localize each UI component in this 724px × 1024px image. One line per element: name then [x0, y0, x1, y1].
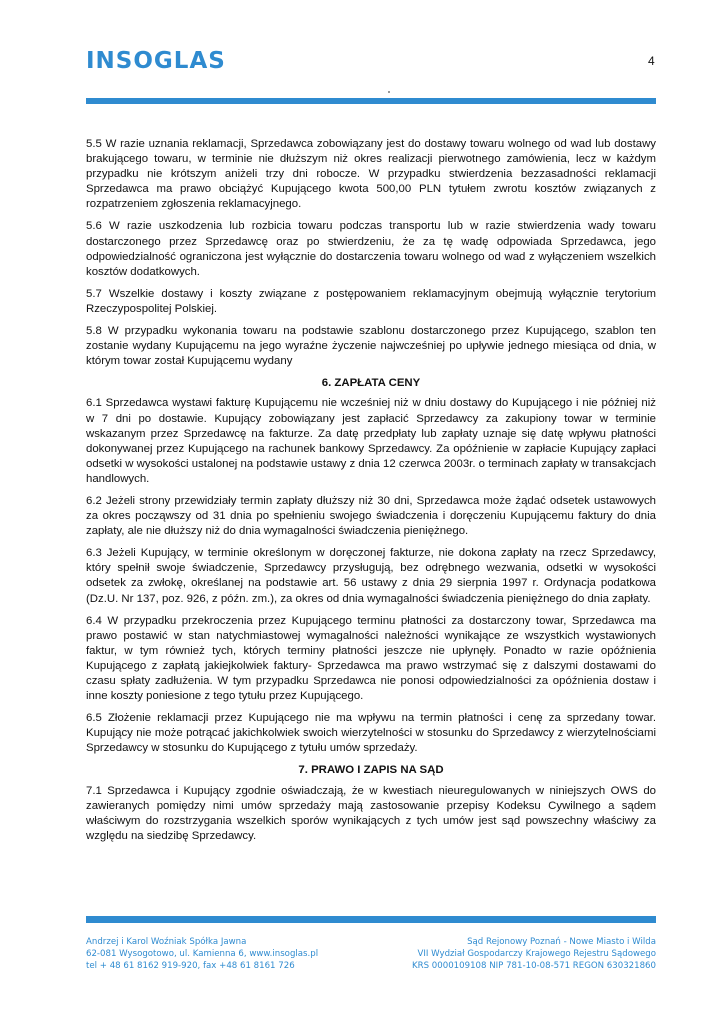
paragraph-6-5: 6.5 Złożenie reklamacji przez Kupującego nie ma wpływu na termin płatności i cenę za sprzedany towar. Kupujący nie może potrącać jakichkolwiek swoich wierzytelności w stosunku do Sprzedawcy z wierzytelnościami Sprzedawcy w stosunku do Kupującego z tytułu umów sprzedaży. [86, 712, 656, 755]
footer-company-info [86, 936, 318, 972]
header-divider [86, 98, 656, 104]
paragraph-7-1: 7.1 Sprzedawca i Kupujący zgodnie oświadczają, że w kwestiach nieuregulowanych w niniejszych OWS do zawieranych pomiędzy nimi umów sprzedaży mają zastosowanie przepisy Kodeksu Cywilnego a sądem właściwym do rozstrzygania wszelkich sporów wynikających z tych umów jest sąd powszechny właściwy za względu na siedzibę Sprzedawcy. [86, 784, 656, 842]
document-body [86, 137, 656, 851]
paragraph-5-5: 5.5 W razie uznania reklamacji, Sprzedawca zobowiązany jest do dostawy towaru wolnego od wad lub dostawy brakującego towaru, w terminie nie dłuższym niż okres realizacji pierwotnego zamówienia, lecz w każdym przypadku nie krótszym aniżeli trzy dni robocze. W przypadku stwierdzenia bezzasadności reklamacji Sprzedawca ma prawo obciążyć Kupującego kwota 500,00 PLN tytułem zwrotu kosztów związanych z rozpatrzeniem zgłoszenia reklamacyjnego. [86, 138, 656, 211]
paragraph-5-8: 5.8 W przypadku wykonania towaru na podstawie szablonu dostarczonego przez Kupującego, szablon ten zostanie wydany Kupującemu na jego wyraźne życzenie najwcześniej po upływie jednego miesiąca od dnia, w którym towar został Kupującemu wydany [86, 325, 656, 368]
footer-company-name: Andrzej i Karol Woźniak Spółka Jawna [86, 937, 247, 947]
footer-court: Sąd Rejonowy Poznań - Nowe Miasto i Wilda [467, 937, 656, 947]
paragraph-5-7: 5.7 Wszelkie dostawy i koszty związane z postępowaniem reklamacyjnym obejmują wyłącznie terytorium Rzeczypospolitej Polskiej. [86, 287, 656, 315]
paragraph-6-3: 6.3 Jeżeli Kupujący, w terminie określonym w doręczonej fakturze, nie dokona zapłaty na rzecz Sprzedawcy, który spełnił swoje świadczenie, Sprzedawcy przysługują, bez odrębnego wezwania, odsetki w wysokości odsetek za zwłokę, określanej na podstawie art. 56 ustawy z dnia 29 sierpnia 1997 r. Ordynacja podatkowa (Dz.U. Nr 137, poz. 926, z późn. zm.), za okres od dnia wymagalności świadczenia pieniężnego do dnia zapłaty. [86, 547, 656, 605]
section-7-heading: 7. PRAWO I ZAPIS NA SĄD [298, 764, 444, 777]
company-logo: INSOGLAS [86, 48, 226, 74]
footer-krs: KRS 0000109108 NIP 781-10-08-571 REGON 630321860 [412, 961, 656, 971]
paragraph-5-6: 5.6 W razie uszkodzenia lub rozbicia towaru podczas transportu lub w razie stwierdzenia wady towaru dostarczonego przez Sprzedawcę oraz po stwierdzeniu, że za tę wadę odpowiada Sprzedawca, jego odpowiedzialność ograniczona jest wyłącznie do dostarczenia towaru wolnego od wad z wyłączeniem wszelkich kosztów dodatkowych. [86, 220, 656, 278]
footer-address: 62-081 Wysogotowo, ul. Kamienna 6, www.insoglas.pl [86, 949, 319, 959]
footer-department: VII Wydział Gospodarczy Krajowego Rejestru Sądowego [417, 949, 656, 959]
footer-phone: tel + 48 61 8162 919-920, fax +48 61 8161 726 [86, 961, 295, 971]
footer-divider [86, 916, 656, 923]
header-mark [388, 91, 390, 93]
paragraph-6-4: 6.4 W przypadku przekroczenia przez Kupującego terminu płatności za dostarczony towar, Sprzedawca ma prawo postawić w stan natychmiastowej wymagalności należności wynikające ze wszystkich wystawionych faktur, w tym również tych, których terminy płatności jeszcze nie upłynęły. Ponadto w razie opóźnienia Kupującego z zapłatą jakiejkolwiek faktury- Sprzedawca ma prawo wstrzymać się z dalszymi dostawami do czasu spłaty zadłużenia. W tym przypadku Sprzedawca nie ponosi odpowiedzialności za opóźnienia dostaw i inne koszty poniesione z tego tytułu przez Kupującego. [86, 614, 656, 703]
paragraph-6-2: 6.2 Jeżeli strony przewidziały termin zapłaty dłuższy niż 30 dni, Sprzedawca może żądać odsetek ustawowych za okres począwszy od 31 dnia po spełnieniu swojego świadczenia i doręczeniu Kupującemu faktury do dnia zapłaty, ale nie dłuższy niż do dnia wymagalności świadczenia pieniężnego. [86, 494, 656, 538]
paragraph-6-1: 6.1 Sprzedawca wystawi fakturę Kupującemu nie wcześniej niż w dniu dostawy do Kupującego i nie później niż w 7 dni po dostawie. Kupujący zobowiązany jest zapłacić Sprzedawcy za zakupiony towar w terminie wskazanym przez Sprzedawcę na fakturze. Za datę przedpłaty lub zapłaty uznaje się datę wpływu płatności dokonywanej przez Kupującego na rachunek bankowy Sprzedawcy. Za opóźnienie w zapłacie Kupujący zapłaci odsetki w wysokości ustalonej na podstawie ustawy z dnia 12 czerwca 2003r. o terminach zapłaty w transakcjach handlowych. [86, 397, 656, 485]
section-6-heading: 6. ZAPŁATA CENY [321, 377, 421, 390]
page-number: 4 [648, 54, 655, 68]
footer-registry-info [400, 936, 656, 972]
